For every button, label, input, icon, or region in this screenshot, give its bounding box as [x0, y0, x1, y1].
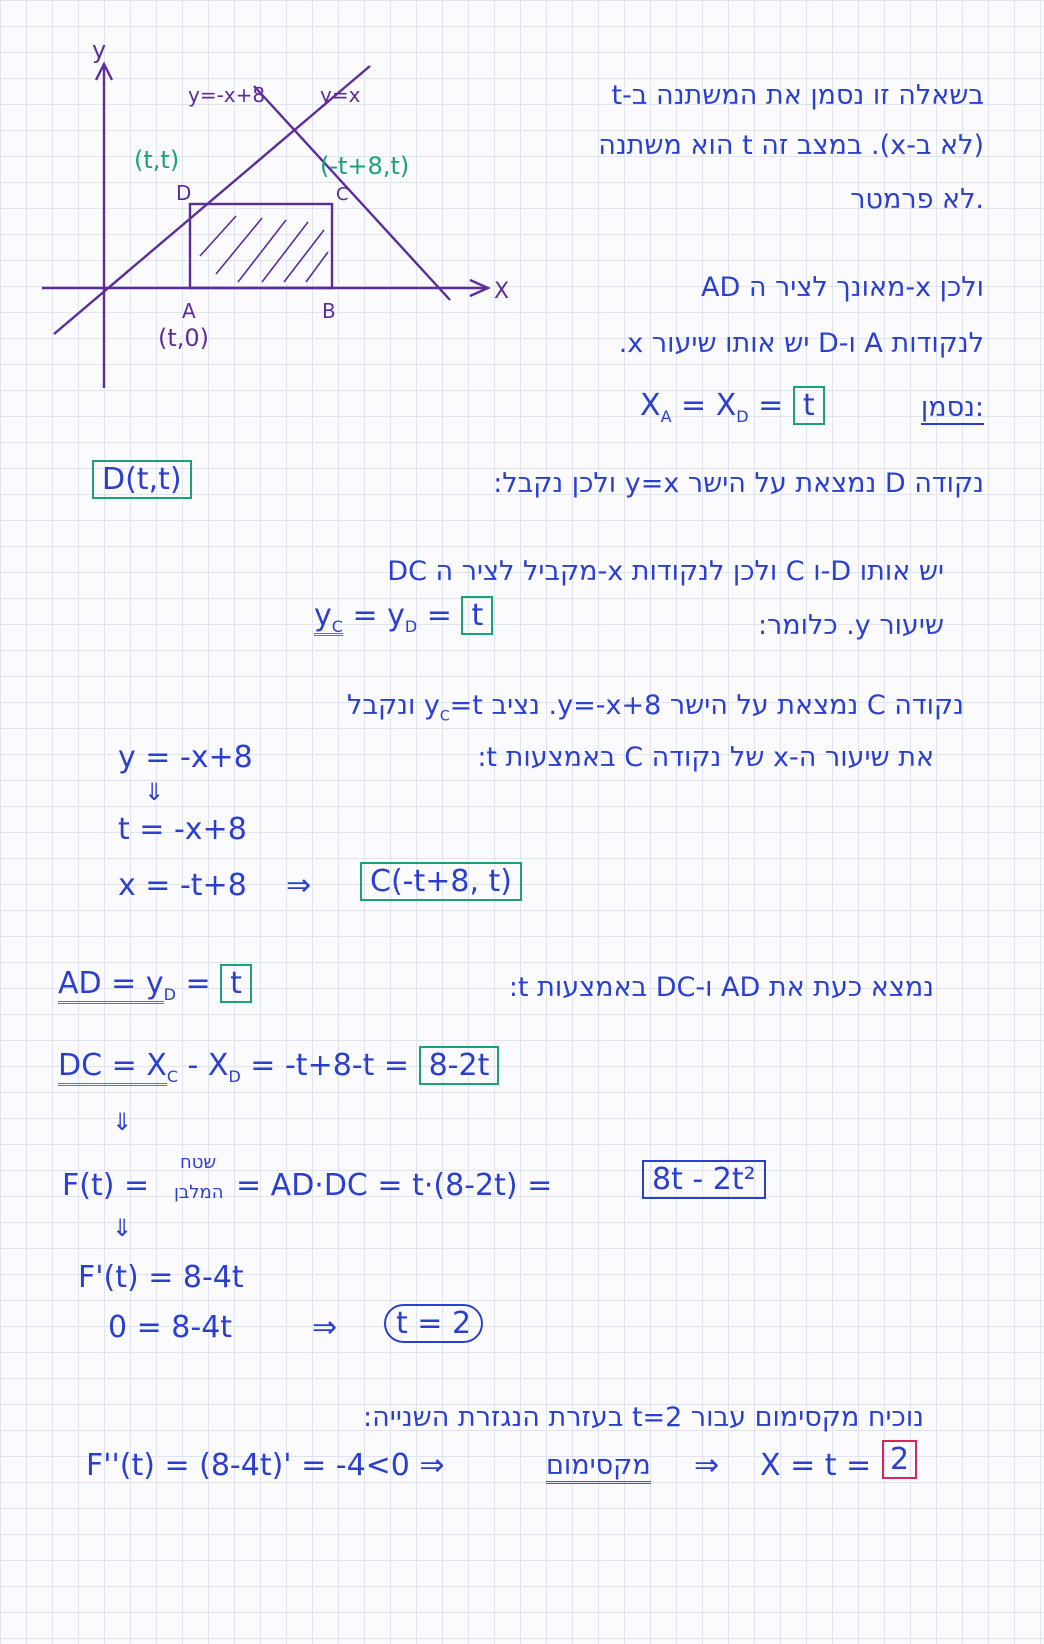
p5-line1: נקודה C נמצאת על הישר y=-x+8. נציב $y_C=t$ ונקבל	[347, 690, 964, 725]
c-point-box: C(-t+8, t)	[360, 862, 522, 901]
line1-label: y=-x+8	[188, 83, 266, 107]
p1-line3: .לא פרמטר	[850, 184, 984, 215]
point-C-label: C	[336, 184, 349, 205]
y-axis-label: y	[92, 36, 107, 64]
point-A-coord: (t,0)	[158, 324, 210, 352]
x-final-eq: X = t =	[760, 1448, 872, 1483]
p2-label-nasman: :נסמן	[920, 392, 984, 423]
implies-arrow-2: ⇒	[312, 1310, 338, 1345]
area-word-top: שטח	[180, 1152, 217, 1173]
xa-xd-equation: $X_A = X_D = t$	[640, 388, 825, 426]
p2-line1: AD מאונך לציר ה-x ולכן	[700, 272, 984, 303]
x-final-box: 2	[882, 1440, 917, 1479]
p7-text: נוכיח מקסימום עבור t=2 בעזרת הנגזרת השנייה:	[363, 1402, 924, 1433]
ad-equation: AD = $y_D = t$	[58, 966, 252, 1004]
point-C-coord: (-t+8,t)	[320, 152, 410, 180]
p1-line1: בשאלה זו נסמן את המשתנה ב-t	[611, 80, 984, 111]
down-arrow-2: ⇓	[112, 1108, 133, 1136]
yc-yd-equation: $y_C = y_D = t$	[314, 598, 493, 636]
p2-line2: לנקודות A ו-D יש אותו שיעור x.	[618, 328, 984, 359]
second-derivative-eq: F''(t) = (8-4t)' = -4<0 ⇒	[86, 1448, 445, 1483]
area-function-left: F(t) =	[62, 1168, 150, 1203]
t-solution-oval: t = 2	[384, 1304, 483, 1343]
down-arrow-1: ⇓	[144, 778, 165, 806]
maximum-word: מקסימום	[546, 1450, 651, 1484]
p4-line2: שיעור y. כלומר:	[757, 610, 944, 641]
eq-line-3: x = -t+8	[118, 868, 247, 903]
implies-arrow-3: ⇒	[694, 1448, 720, 1483]
area-function-box: 8t - 2t²	[642, 1160, 766, 1199]
p4-line1: DC מקביל לציר ה-x ולכן לנקודות C ו-D יש אותו	[387, 556, 944, 587]
point-B-label: B	[322, 299, 336, 323]
area-word-bottom: המלבן	[174, 1182, 224, 1203]
implies-arrow-1: ⇒	[286, 868, 312, 903]
p3-text: נקודה D נמצאת על הישר y=x ולכן נקבל:	[493, 468, 984, 499]
line2-label: y=x	[320, 83, 361, 107]
p5-line2: את שיעור ה-x של נקודה C באמצעות t:	[477, 742, 934, 773]
area-function-mid: = AD·DC = t·(8-2t) =	[236, 1168, 553, 1203]
point-D-label: D	[176, 181, 192, 205]
point-D-coord: (t,t)	[134, 146, 180, 174]
p1-line2: (לא ב-x). במצב זה t הוא משתנה	[598, 130, 984, 161]
zero-eq: 0 = 8-4t	[108, 1310, 233, 1345]
dc-equation: DC = $X_C - X_D = -t+8-t = 8-2t$	[58, 1048, 499, 1086]
d-point-box: D(t,t)	[92, 460, 192, 499]
x-axis-label: X	[494, 279, 510, 304]
down-arrow-3: ⇓	[112, 1214, 133, 1242]
point-A-label: A	[182, 299, 196, 323]
eq-line-1: y = -x+8	[118, 740, 253, 775]
eq-line-2: t = -x+8	[118, 812, 247, 847]
p6-text: נמצא כעת את AD ו-DC באמצעות t:	[508, 972, 934, 1003]
coordinate-graph	[30, 30, 530, 430]
derivative-eq: F'(t) = 8-4t	[78, 1260, 244, 1295]
line-y-equals-minus-x-plus-8	[254, 86, 450, 300]
